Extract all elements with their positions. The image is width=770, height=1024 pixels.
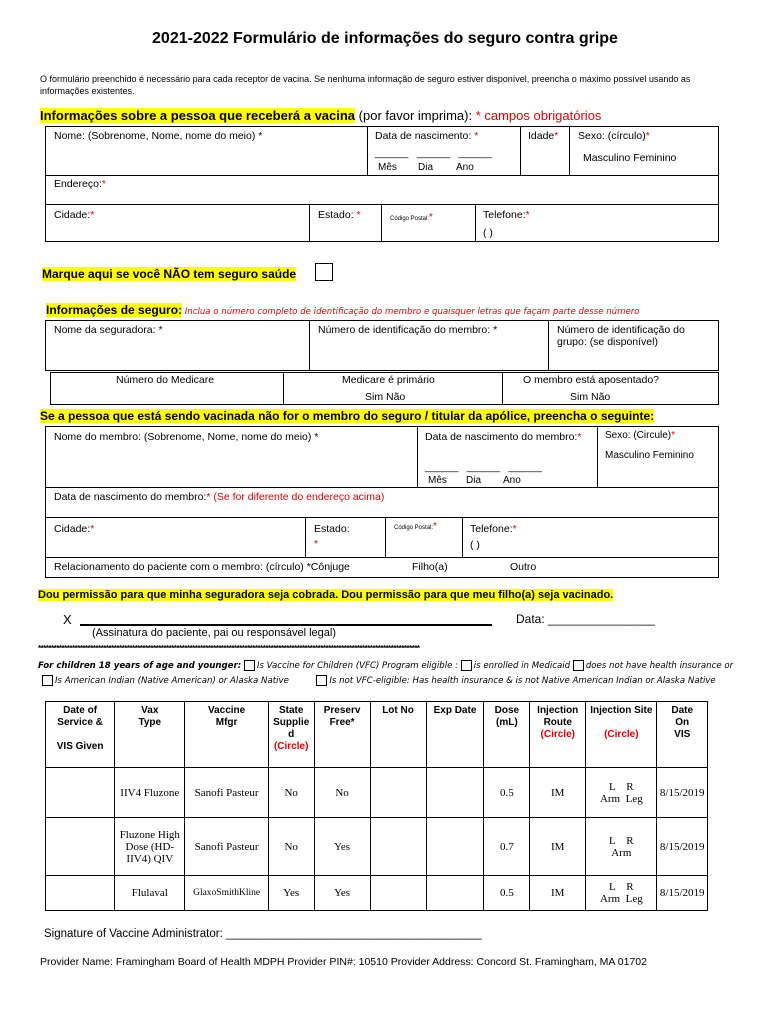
th-lot-no (370, 702, 426, 768)
print-note: (por favor imprima): (355, 108, 473, 123)
vfc-opt1: Is Vaccine for Children (VFC) Program eligible : (256, 661, 459, 671)
recipient-heading: Informações sobre a pessoa que receberá a vacina (40, 108, 356, 123)
divider (305, 517, 306, 557)
header-line: Dose (494, 705, 520, 716)
member-state-label: Estado: (314, 523, 350, 535)
relation-other[interactable]: Outro (510, 561, 537, 573)
member-zip-star: * (433, 521, 437, 532)
zip-star: * (429, 212, 433, 223)
header-line: Free* (329, 717, 355, 728)
recipient-section-heading (40, 108, 601, 123)
member-sex-star: * (671, 430, 676, 441)
divider (309, 204, 310, 242)
vax-type-cell: Flulaval (115, 876, 185, 911)
header-line: On (675, 717, 690, 728)
address-star: * (101, 178, 106, 190)
table-row (46, 876, 708, 911)
route-cell: IM (530, 768, 586, 818)
member-state-star: * (314, 538, 319, 550)
recipient-phone-field[interactable] (483, 209, 530, 221)
site-cell: L R Arm Leg (586, 876, 657, 911)
member-phone-parens: ( ) (470, 539, 480, 551)
relation-child[interactable]: Filho(a) (412, 561, 448, 573)
divider (548, 320, 549, 371)
route-cell: IM (530, 876, 586, 911)
state-label: Estado: (318, 209, 357, 221)
member-dob-label: Data de nascimento do membro: (425, 431, 578, 443)
medicare-primary-label: Medicare é primário (342, 374, 435, 386)
divider (520, 126, 521, 175)
zip-label: Código Postal: (390, 216, 430, 222)
state-supplied-cell: No (268, 768, 314, 818)
member-sex-label: Sexo: (Circule) (605, 430, 672, 441)
not-vfc-checkbox[interactable] (316, 675, 327, 686)
header-line: (Circle) (540, 729, 575, 740)
date-service-cell[interactable] (46, 818, 115, 876)
no-insurance-label (42, 267, 296, 281)
header-line: Date (671, 705, 694, 716)
th-preserv-free (314, 702, 370, 768)
address-label: Endereço: (54, 178, 102, 190)
sex-star: * (645, 130, 650, 142)
signature-date[interactable]: Data: ________________ (516, 612, 655, 626)
signature-caption: (Assinatura do paciente, pai ou responsável legal) (92, 627, 336, 639)
header-line (588, 717, 654, 729)
city-label: Cidade: (54, 209, 91, 221)
signature-line[interactable] (80, 624, 492, 626)
dob-day: Dia (418, 162, 434, 173)
divider (569, 126, 570, 175)
route-cell: IM (530, 818, 586, 876)
member-heading-line (40, 409, 654, 423)
divider (385, 517, 386, 557)
form-title: 2021-2022 Formulário de informações do seguro contra gripe (152, 30, 618, 47)
member-city-star: * (90, 523, 95, 535)
divider (45, 175, 719, 176)
preserv-free-cell: Yes (314, 876, 370, 911)
divider (45, 204, 719, 205)
dob-blanks: ______ ______ ______ (375, 148, 492, 159)
header-line (48, 729, 112, 741)
divider (283, 372, 284, 405)
mfgr-cell: GlaxoSmithKline (185, 876, 268, 911)
permission-line (38, 589, 613, 601)
header-line: VIS Given (56, 741, 104, 752)
no-insurance-checkbox[interactable] (315, 263, 333, 281)
header-line: Type (138, 717, 162, 728)
provider-info: Provider Name: Framingham Board of Health MDPH Provider PIN#: 10510 Provider Address: Concord St. Framingham, MA 01702 (40, 956, 647, 968)
signature-x: X (63, 612, 72, 627)
recipient-dob-field[interactable] (375, 130, 478, 142)
header-line: d (288, 729, 295, 740)
divider (475, 204, 476, 242)
exp-date-cell[interactable] (426, 768, 484, 818)
age-label: Idade (528, 130, 555, 142)
header-line: (Circle) (273, 741, 309, 752)
recipient-sex-field[interactable] (578, 130, 650, 142)
vfc-eligible-checkbox[interactable] (244, 660, 255, 671)
member-state-field[interactable] (314, 523, 350, 535)
member-zip-label: Código Postal: (394, 525, 434, 531)
exp-date-cell[interactable] (426, 818, 484, 876)
vfc-opt2: is enrolled in Medicaid (473, 661, 571, 671)
th-injection-route (530, 702, 586, 768)
member-heading: Se a pessoa que está sendo vacinada não for o membro do seguro / titular da apólice, preencha o seguinte: (40, 409, 655, 423)
member-sex-options[interactable]: Masculino Feminino (605, 450, 694, 461)
divider (462, 517, 463, 557)
retired-label: O membro está aposentado? (523, 374, 659, 386)
member-zip-field[interactable] (394, 520, 454, 535)
th-date-service (46, 702, 115, 768)
vfc-lead: For children 18 years of age and younger: (38, 661, 242, 671)
required-note: * campos obrigatórios (472, 108, 602, 123)
dob-label: Data de nascimento: (375, 130, 472, 142)
recipient-age-field[interactable] (528, 130, 558, 142)
medicaid-checkbox[interactable] (461, 660, 472, 671)
divider (381, 204, 382, 242)
divider (309, 320, 310, 371)
phone-star: * (525, 209, 530, 221)
insurer-name-field[interactable]: Nome da seguradora: * (54, 324, 163, 336)
member-city-label: Cidade: (54, 523, 91, 535)
member-phone-field[interactable] (470, 523, 517, 535)
divider (45, 557, 719, 558)
member-dob-blanks: ______ ______ ______ (425, 462, 542, 473)
dose-cell: 0.5 (484, 768, 530, 818)
intro-text: O formulário preenchido é necessário para cada receptor de vacina. Se nenhuma informação de seguro estiver disponível, preencha o máximo possível usando as informações existentes. (40, 74, 691, 96)
header-line: Injection (537, 705, 579, 716)
age-star: * (554, 130, 559, 142)
member-sex-field[interactable] (605, 430, 675, 441)
header-line: Service & (57, 717, 103, 728)
table-row (46, 768, 708, 818)
insurance-note: Inclua o número completo de identificação do membro e quaisquer letras que façam parte desse número (182, 307, 640, 317)
dob-month: Mês (378, 162, 397, 173)
th-vax-type (115, 702, 185, 768)
medicare-primary-options[interactable]: Sim Não (365, 391, 406, 403)
relation-field[interactable]: Relacionamento do paciente com o membro: (círculo) *Cônjuge (54, 561, 350, 573)
header-line: VIS (674, 729, 691, 740)
member-id-field[interactable]: Número de identificação do membro: * (318, 324, 498, 336)
vfc-opt5: Is not VFC-eligible: Has health insurance & is not Native American Indian or Alaska Native (329, 676, 716, 686)
divider (417, 426, 418, 487)
header-line: Injection Site (590, 705, 653, 716)
mfgr-cell: Sanofi Pasteur (185, 768, 268, 818)
divider (45, 487, 719, 488)
th-exp-date (426, 702, 484, 768)
header-line: Preserv (323, 705, 361, 716)
table-body (46, 768, 708, 911)
recipient-city-field[interactable] (54, 209, 94, 221)
site-cell: L R Arm Leg (586, 768, 657, 818)
vfc-opt3: does not have health insurance or (585, 661, 734, 671)
no-insurance-text: Marque aqui se você NÃO tem seguro saúde (42, 267, 297, 281)
native-checkbox[interactable] (42, 675, 53, 686)
table-header-row (46, 702, 708, 768)
state-supplied-cell: Yes (268, 876, 314, 911)
preserv-free-cell: No (314, 768, 370, 818)
retired-options[interactable]: Sim Não (570, 391, 611, 403)
insurance-heading: Informações de seguro: (46, 303, 183, 317)
member-dob-field[interactable] (425, 431, 585, 443)
divider (597, 426, 598, 487)
recipient-box (45, 126, 719, 242)
member-phone-star: * (512, 523, 517, 535)
admin-signature[interactable]: Signature of Vaccine Administrator: ________________________________________ (44, 928, 482, 940)
divider (502, 372, 503, 405)
dose-cell: 0.7 (484, 818, 530, 876)
sex-options[interactable]: Masculino Feminino (583, 152, 677, 164)
vfc-opt4: Is American Indian (Native American) or Alaska Native (55, 676, 289, 686)
date-service-cell[interactable] (46, 876, 115, 911)
header-line: Date of (63, 705, 98, 716)
th-vaccine-mfgr (185, 702, 268, 768)
header-line: Exp Date (433, 705, 477, 716)
city-star: * (90, 209, 95, 221)
member-address-field[interactable] (54, 491, 384, 503)
header-line: Route (543, 717, 572, 728)
dob-star: * (471, 130, 479, 142)
member-name-field[interactable]: Nome do membro: (Sobrenome, Nome, nome do meio) * (54, 431, 319, 443)
vaccine-table (45, 701, 708, 911)
header-line: (Circle) (604, 729, 639, 740)
vis-date-cell: 8/15/2019 (657, 818, 708, 876)
medicare-number-field[interactable]: Número do Medicare (116, 374, 215, 386)
sex-label: Sexo: (círculo) (578, 130, 646, 142)
vis-date-cell: 8/15/2019 (657, 768, 708, 818)
member-phone-label: Telefone: (470, 523, 513, 535)
th-date-on-vis (657, 702, 708, 768)
member-address-note: * (Se for diferente do endereço acima) (206, 491, 385, 503)
preserv-free-cell: Yes (314, 818, 370, 876)
recipient-address-field[interactable] (54, 178, 106, 190)
divider (45, 517, 719, 518)
member-dob-day: Dia (466, 475, 482, 486)
date-service-cell[interactable] (46, 768, 115, 818)
header-line: State (278, 705, 304, 716)
lot-no-cell[interactable] (370, 876, 426, 911)
table-row (46, 818, 708, 876)
vax-type-cell: IIV4 Fluzone (115, 768, 185, 818)
header-line: Mfgr (215, 717, 238, 728)
member-address-label: Data de nascimento do membro: (54, 491, 207, 503)
lot-no-cell[interactable] (370, 768, 426, 818)
header-line: Vaccine (207, 705, 246, 716)
divider (367, 126, 368, 175)
phone-parens: ( ) (483, 227, 493, 239)
state-supplied-cell: No (268, 818, 314, 876)
group-id-field[interactable]: Número de identificação do grupo: (se disponível) (557, 324, 685, 348)
insurance-heading-line (46, 303, 640, 317)
recipient-zip-field[interactable] (390, 212, 433, 223)
separator-stars: ************************************************************************************************************************************************** (38, 644, 420, 653)
dob-year: Ano (456, 162, 474, 173)
th-dose (484, 702, 530, 768)
member-dob-star: * (577, 431, 582, 443)
header-line: (mL) (496, 717, 518, 728)
exp-date-cell[interactable] (426, 876, 484, 911)
vfc-line-1 (38, 660, 738, 671)
lot-no-cell[interactable] (370, 818, 426, 876)
dose-cell: 0.5 (484, 876, 530, 911)
th-state-supplied (268, 702, 314, 768)
vis-date-cell: 8/15/2019 (657, 876, 708, 911)
no-insurance-vfc-checkbox[interactable] (573, 660, 584, 671)
member-dob-year: Ano (503, 475, 521, 486)
mfgr-cell: Sanofi Pasteur (185, 818, 268, 876)
permission-text: Dou permissão para que minha seguradora seja cobrada. Dou permissão para que meu filho(a) seja vacinado. (38, 589, 614, 601)
recipient-state-field[interactable] (318, 209, 361, 221)
member-city-field[interactable] (54, 523, 94, 535)
site-cell: L R Arm (586, 818, 657, 876)
header-line: Supplie (273, 717, 310, 728)
th-injection-site (586, 702, 657, 768)
header-line: Vax (141, 705, 159, 716)
vax-type-cell: Fluzone High Dose (HD-IIV4) QIV (115, 818, 185, 876)
phone-label: Telefone: (483, 209, 526, 221)
header-line: Lot No (382, 705, 414, 716)
member-dob-month: Mês (428, 475, 447, 486)
vfc-line-2 (42, 675, 742, 686)
state-star: * (356, 209, 361, 221)
recipient-name-field[interactable]: Nome: (Sobrenome, Nome, nome do meio) * (54, 130, 263, 142)
